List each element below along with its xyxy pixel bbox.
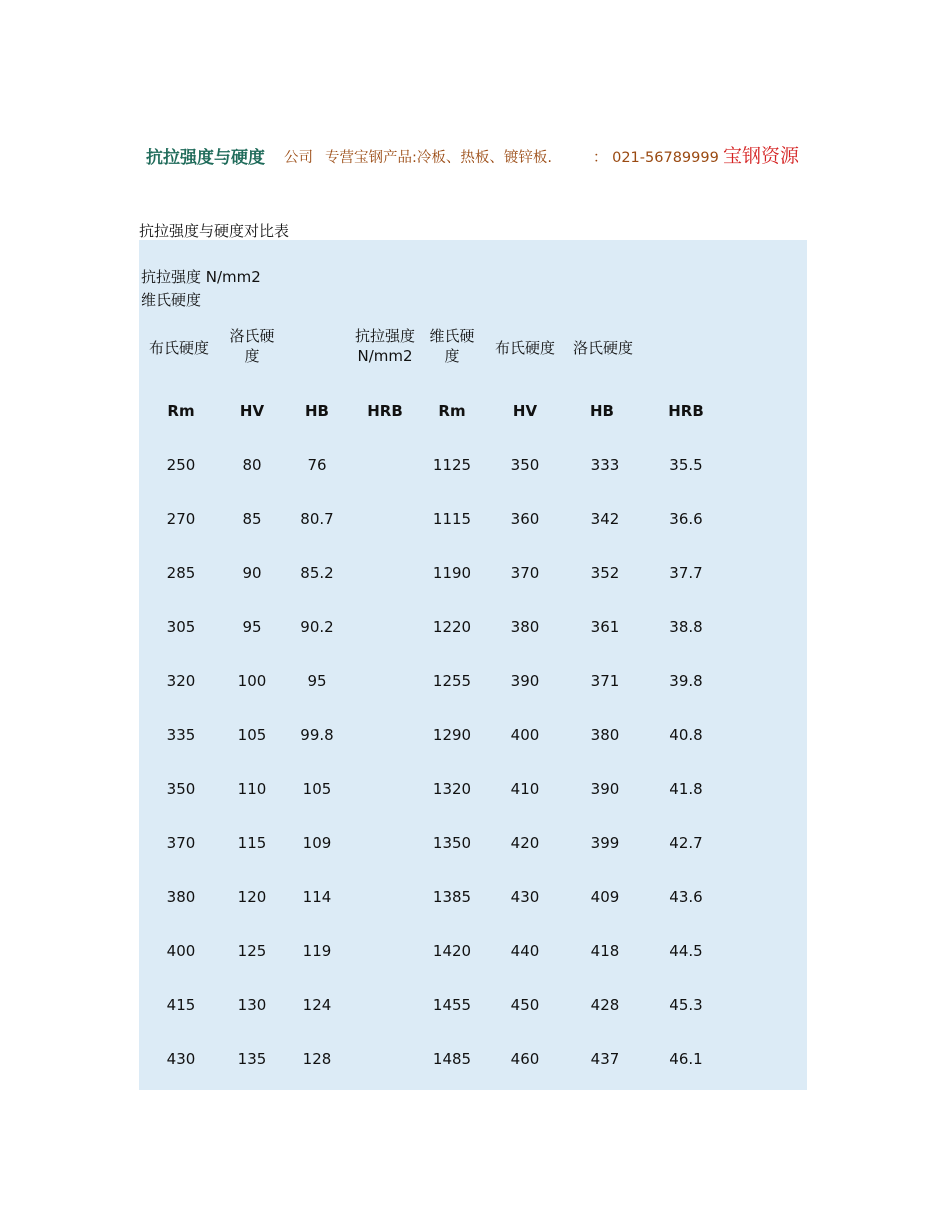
header-phone: ： 021-56789999 (593, 150, 719, 166)
cell-hv-1: 130 (237, 996, 267, 1014)
desc-rockwell-1-line2: 度 (244, 347, 260, 365)
desc-rockwell-2: 洛氏硬度 (572, 339, 633, 357)
header-title: 抗拉强度与硬度 (146, 148, 265, 168)
cell-rm-1: 400 (166, 942, 196, 960)
cell-rm-1: 430 (166, 1050, 196, 1068)
cell-hrb-2: 38.8 (669, 618, 703, 636)
cell-rm-1: 320 (166, 672, 196, 690)
cell-hrb-2: 46.1 (669, 1050, 703, 1068)
desc-tensile-line1: 抗拉强度 (354, 327, 415, 345)
cell-hv-2: 430 (510, 888, 540, 906)
col-header-hrb-1: HRB (367, 402, 403, 420)
cell-hv-2: 420 (510, 834, 540, 852)
desc-vickers (423, 326, 481, 366)
comparison-table (139, 240, 807, 1090)
cell-rm-1: 305 (166, 618, 196, 636)
desc-tensile-line2: N/mm2 (357, 347, 413, 365)
cell-hb-2: 361 (590, 618, 620, 636)
cell-hv-2: 450 (510, 996, 540, 1014)
cell-hv-2: 350 (510, 456, 540, 474)
cell-hrb-2: 41.8 (669, 780, 703, 798)
cell-hrb-2: 36.6 (669, 510, 703, 528)
col-header-rm-2: Rm (438, 402, 466, 420)
cell-hb-2: 371 (590, 672, 620, 690)
desc-vickers-line1: 维氏硬 (429, 327, 475, 345)
cell-hb-2: 428 (590, 996, 620, 1014)
cell-hv-1: 90 (242, 564, 262, 582)
cell-hv-2: 440 (510, 942, 540, 960)
cell-hv-2: 400 (510, 726, 540, 744)
cell-hv-1: 120 (237, 888, 267, 906)
cell-hv-1: 125 (237, 942, 267, 960)
desc-rockwell-1-line1: 洛氏硬 (229, 327, 275, 345)
cell-hv-1: 105 (237, 726, 267, 744)
note-tensile-strength: 抗拉强度 N/mm2 (141, 268, 261, 286)
cell-hv-1: 110 (237, 780, 267, 798)
cell-rm-2: 1420 (432, 942, 472, 960)
cell-hrb-2: 39.8 (669, 672, 703, 690)
col-header-hrb-2: HRB (668, 402, 704, 420)
cell-hb-2: 399 (590, 834, 620, 852)
cell-hv-2: 370 (510, 564, 540, 582)
cell-rm-2: 1485 (432, 1050, 472, 1068)
cell-hb-1: 80.7 (300, 510, 334, 528)
cell-hb-1: 114 (302, 888, 332, 906)
table-row (139, 1050, 807, 1080)
cell-rm-1: 335 (166, 726, 196, 744)
cell-hv-2: 410 (510, 780, 540, 798)
table-row (139, 942, 807, 972)
table-row (139, 618, 807, 648)
cell-rm-1: 380 (166, 888, 196, 906)
desc-brinell-1: 布氏硬度 (148, 339, 209, 357)
cell-rm-2: 1385 (432, 888, 472, 906)
cell-hv-2: 460 (510, 1050, 540, 1068)
cell-hb-1: 85.2 (300, 564, 334, 582)
cell-rm-2: 1255 (432, 672, 472, 690)
cell-rm-1: 415 (166, 996, 196, 1014)
table-row (139, 726, 807, 756)
cell-rm-2: 1320 (432, 780, 472, 798)
cell-hrb-2: 42.7 (669, 834, 703, 852)
col-header-hv-2: HV (512, 402, 538, 420)
cell-rm-2: 1455 (432, 996, 472, 1014)
header-business: 专营宝钢产品:冷板、热板、镀锌板. (325, 150, 552, 166)
cell-hb-1: 95 (307, 672, 327, 690)
desc-rockwell-1 (217, 326, 287, 366)
table-row (139, 996, 807, 1026)
cell-hb-1: 76 (307, 456, 327, 474)
cell-rm-1: 350 (166, 780, 196, 798)
col-header-hb-1: HB (305, 402, 329, 420)
cell-hv-1: 115 (237, 834, 267, 852)
cell-hv-1: 85 (242, 510, 262, 528)
cell-hb-1: 90.2 (300, 618, 334, 636)
cell-rm-2: 1190 (432, 564, 472, 582)
cell-rm-2: 1125 (432, 456, 472, 474)
cell-hb-2: 390 (590, 780, 620, 798)
table-caption: 抗拉强度与硬度对比表 (139, 222, 290, 240)
desc-brinell-2: 布氏硬度 (494, 339, 555, 357)
cell-rm-1: 285 (166, 564, 196, 582)
cell-hb-1: 99.8 (300, 726, 334, 744)
cell-hb-2: 342 (590, 510, 620, 528)
cell-hrb-2: 43.6 (669, 888, 703, 906)
table-row (139, 888, 807, 918)
cell-hv-2: 360 (510, 510, 540, 528)
col-header-hb-2: HB (590, 402, 614, 420)
cell-hb-1: 128 (302, 1050, 332, 1068)
document-header (0, 140, 950, 170)
cell-hb-2: 437 (590, 1050, 620, 1068)
cell-rm-2: 1220 (432, 618, 472, 636)
cell-hv-1: 135 (237, 1050, 267, 1068)
cell-hv-2: 380 (510, 618, 540, 636)
table-row (139, 672, 807, 702)
cell-hrb-2: 40.8 (669, 726, 703, 744)
table-row (139, 834, 807, 864)
cell-hb-1: 124 (302, 996, 332, 1014)
cell-hb-2: 333 (590, 456, 620, 474)
table-row (139, 510, 807, 540)
header-company: 公司 (284, 150, 313, 166)
table-row (139, 456, 807, 486)
cell-hb-2: 409 (590, 888, 620, 906)
cell-hrb-2: 44.5 (669, 942, 703, 960)
cell-rm-2: 1115 (432, 510, 472, 528)
cell-hb-2: 418 (590, 942, 620, 960)
header-brand: 宝钢资源 (723, 145, 800, 167)
desc-vickers-line2: 度 (444, 347, 460, 365)
cell-hb-2: 352 (590, 564, 620, 582)
cell-rm-2: 1290 (432, 726, 472, 744)
cell-hb-2: 380 (590, 726, 620, 744)
table-row (139, 780, 807, 810)
col-header-hv-1: HV (239, 402, 265, 420)
cell-rm-1: 250 (166, 456, 196, 474)
cell-hrb-2: 35.5 (669, 456, 703, 474)
cell-rm-2: 1350 (432, 834, 472, 852)
desc-tensile (347, 326, 423, 366)
cell-hv-2: 390 (510, 672, 540, 690)
cell-hv-1: 100 (237, 672, 267, 690)
cell-hv-1: 95 (242, 618, 262, 636)
table-row (139, 564, 807, 594)
cell-hrb-2: 45.3 (669, 996, 703, 1014)
cell-rm-1: 370 (166, 834, 196, 852)
cell-hb-1: 119 (302, 942, 332, 960)
cell-hb-1: 105 (302, 780, 332, 798)
cell-hb-1: 109 (302, 834, 332, 852)
col-header-rm-1: Rm (167, 402, 195, 420)
cell-rm-1: 270 (166, 510, 196, 528)
note-vickers-hardness: 维氏硬度 (141, 291, 202, 309)
cell-hv-1: 80 (242, 456, 262, 474)
cell-hrb-2: 37.7 (669, 564, 703, 582)
